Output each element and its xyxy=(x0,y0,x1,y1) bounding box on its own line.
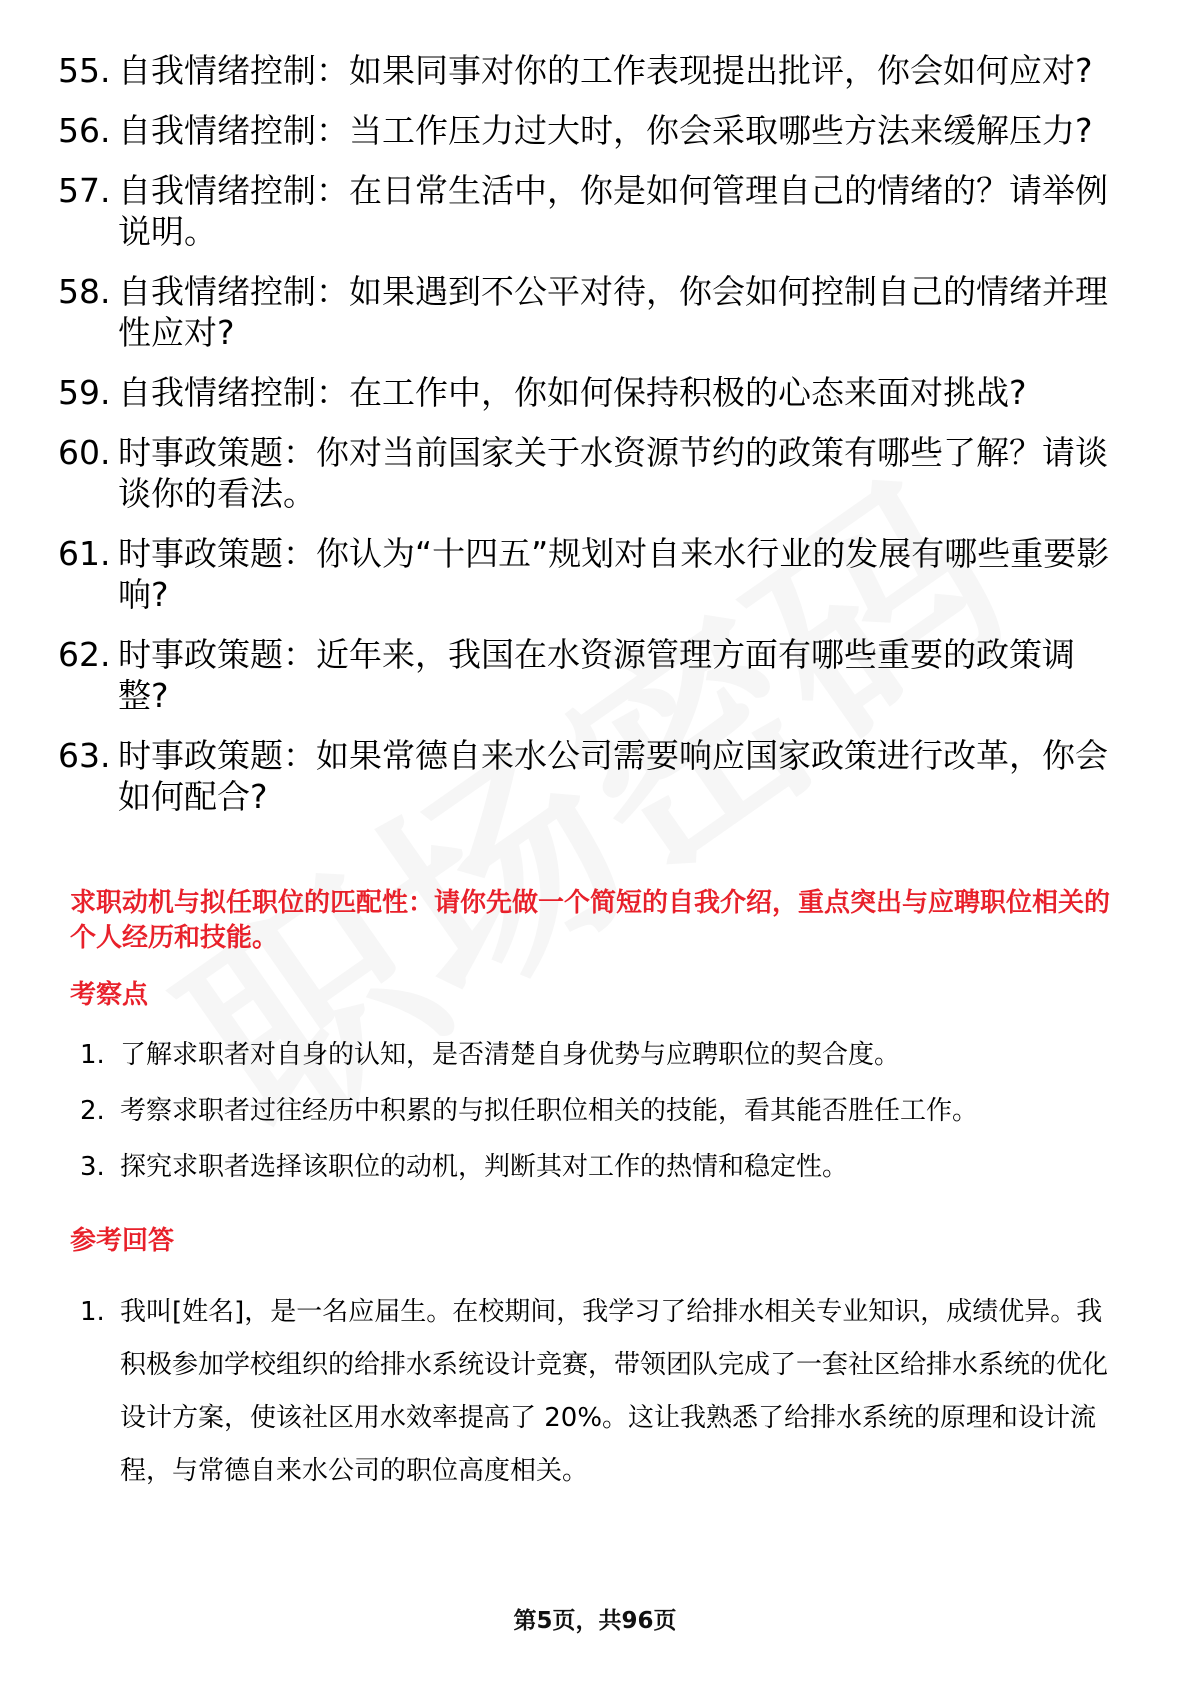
answer-heading: 参考回答 xyxy=(70,1226,175,1256)
question-text: 时事政策题：近年来，我国在水资源管理方面有哪些重要的政策调整? xyxy=(118,635,1075,715)
question-text: 自我情绪控制：如果遇到不公平对待，你会如何控制自己的情绪并理性应对? xyxy=(118,272,1108,352)
points-heading: 考察点 xyxy=(70,980,149,1010)
question-text: 自我情绪控制：当工作压力过大时，你会采取哪些方法来缓解压力? xyxy=(118,111,1093,150)
question-number: 59. xyxy=(58,373,111,412)
question-number: 60. xyxy=(58,433,111,472)
question-text: 时事政策题：你对当前国家关于水资源节约的政策有哪些了解？请谈谈你的看法。 xyxy=(118,433,1108,513)
point-number: 1. xyxy=(80,1040,105,1070)
list-item xyxy=(58,271,1118,353)
points-list xyxy=(80,1037,1100,1205)
question-text: 自我情绪控制：在日常生活中，你是如何管理自己的情绪的？请举例说明。 xyxy=(118,171,1108,251)
answer-number: 1. xyxy=(80,1297,105,1327)
point-text: 探究求职者选择该职位的动机，判断其对工作的热情和稳定性。 xyxy=(120,1152,849,1182)
answer-text: 我叫[姓名]，是一名应届生。在校期间，我学习了给排水相关专业知识，成绩优异。我积极参加学校组织的给排水系统设计竞赛，带领团队完成了一套社区给排水系统的优化设计方案，使该社区用水效率提高了 20%。这让我熟悉了给排水系统的原理和设计流程，与常德自来水公司的职位高度相关。 xyxy=(120,1297,1109,1486)
list-item xyxy=(58,110,1118,151)
list-item xyxy=(80,1093,1100,1129)
question-text: 时事政策题：如果常德自来水公司需要响应国家政策进行改革，你会如何配合? xyxy=(118,736,1108,816)
point-number: 3. xyxy=(80,1152,105,1182)
list-item xyxy=(58,372,1118,413)
page-number: 第5页，共96页 xyxy=(513,1608,677,1634)
question-number: 62. xyxy=(58,635,111,674)
question-text: 自我情绪控制：如果同事对你的工作表现提出批评，你会如何应对? xyxy=(118,51,1093,90)
list-item xyxy=(80,1149,1100,1185)
list-item xyxy=(58,170,1118,252)
answers-list xyxy=(80,1286,1120,1498)
question-number: 63. xyxy=(58,736,111,775)
question-text: 时事政策题：你认为“十四五”规划对自来水行业的发展有哪些重要影响? xyxy=(118,534,1110,614)
list-item xyxy=(80,1286,1120,1498)
question-number: 58. xyxy=(58,272,111,311)
point-text: 考察求职者过往经历中积累的与拟任职位相关的技能，看其能否胜任工作。 xyxy=(120,1096,979,1126)
list-item xyxy=(80,1037,1100,1073)
list-item xyxy=(58,735,1118,817)
question-list xyxy=(58,50,1118,836)
question-number: 57. xyxy=(58,171,111,210)
question-text: 自我情绪控制：在工作中，你如何保持积极的心态来面对挑战? xyxy=(118,373,1027,412)
question-number: 55. xyxy=(58,51,111,90)
question-number: 61. xyxy=(58,534,111,573)
question-number: 56. xyxy=(58,111,111,150)
list-item xyxy=(58,50,1118,91)
list-item xyxy=(58,432,1118,514)
point-number: 2. xyxy=(80,1096,105,1126)
point-text: 了解求职者对自身的认知，是否清楚自身优势与应聘职位的契合度。 xyxy=(120,1040,901,1070)
list-item xyxy=(58,634,1118,716)
list-item xyxy=(58,533,1118,615)
section-title: 求职动机与拟任职位的匹配性：请你先做一个简短的自我介绍，重点突出与应聘职位相关的个人经历和技能。 xyxy=(70,888,1111,953)
